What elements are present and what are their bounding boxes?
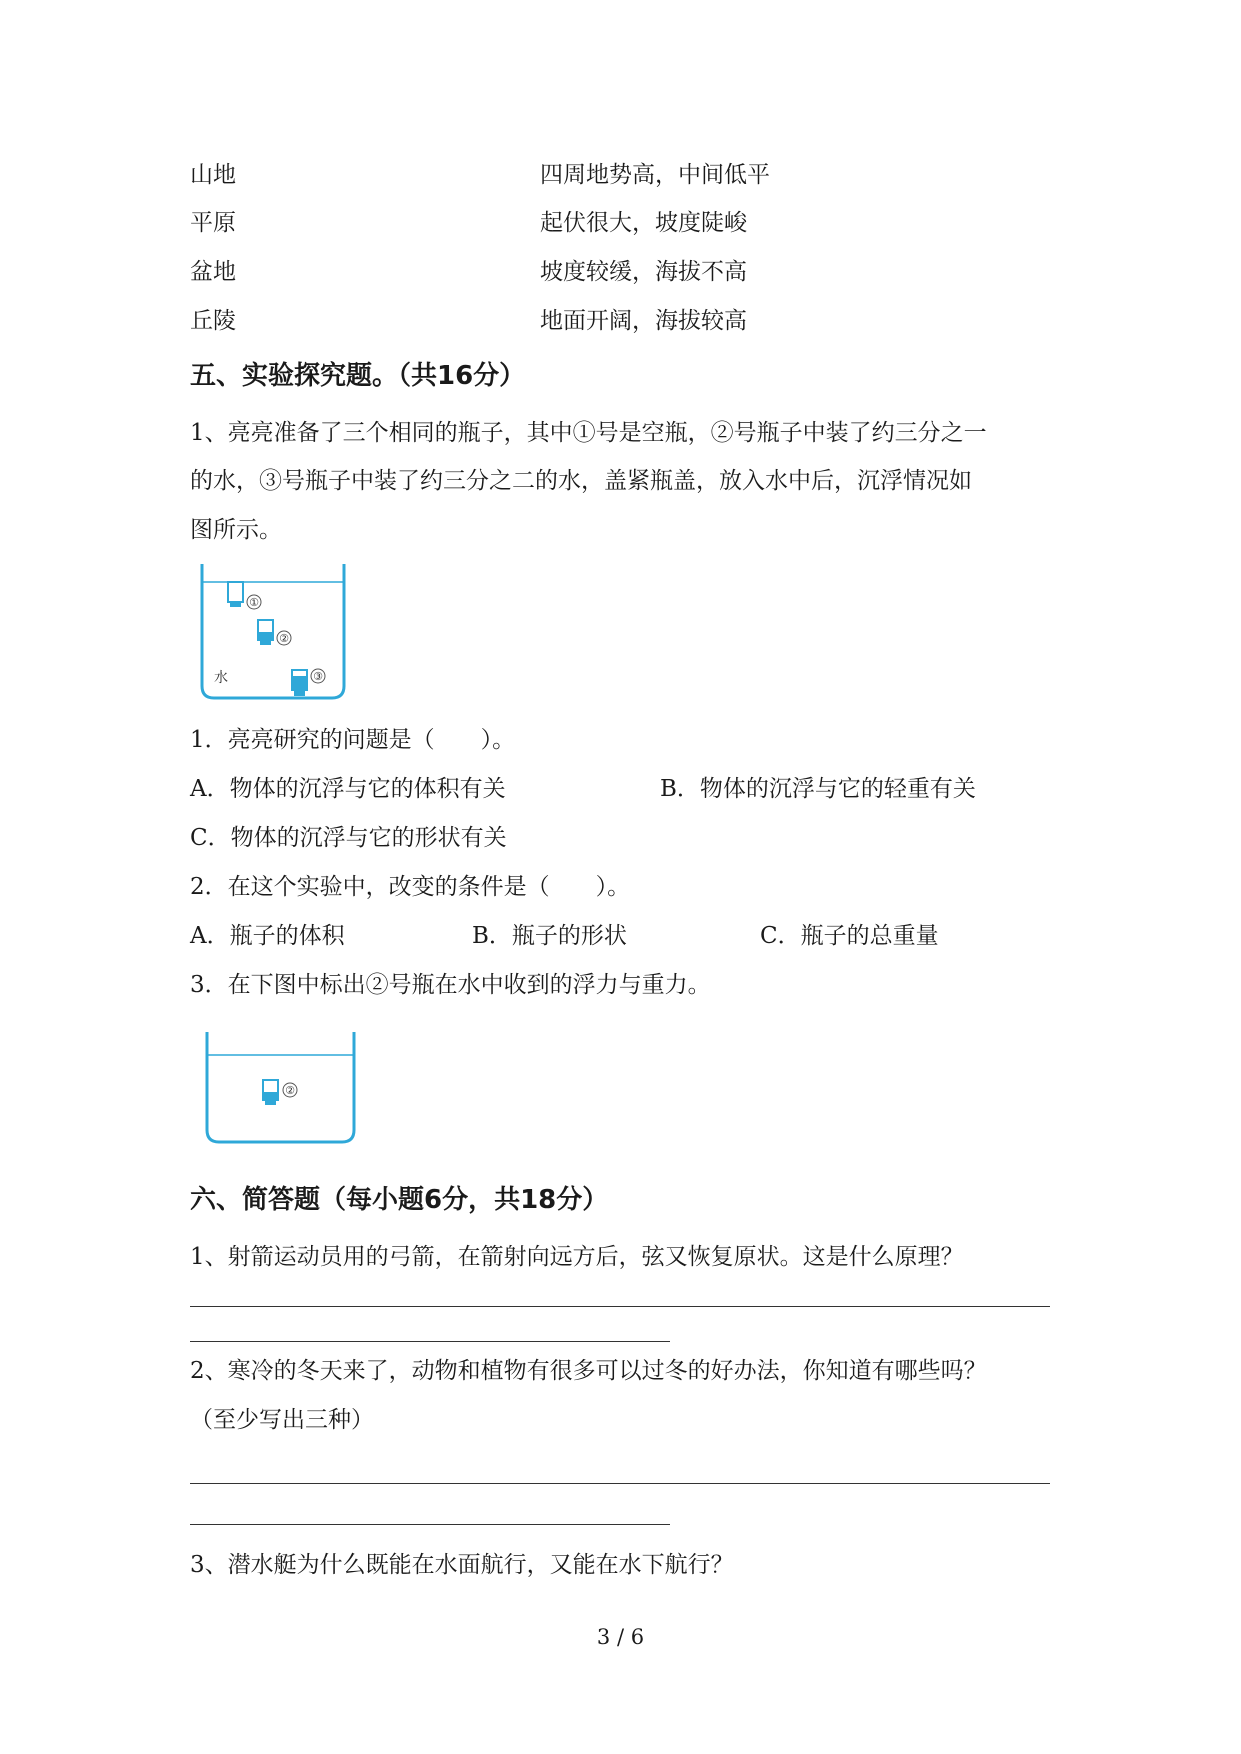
s6-q2-line1: 2、寒冷的冬天来了，动物和植物有很多可以过冬的好办法，你知道有哪些吗？ — [190, 1358, 987, 1384]
match-right-2: 起伏很大，坡度陡峻 — [540, 210, 747, 236]
answer-line[interactable] — [190, 1524, 670, 1525]
s6-q3: 3、潜水艇为什么既能在水面航行，又能在水下航行？ — [190, 1552, 734, 1578]
s5-q1-line2: 的水，③号瓶子中装了约三分之二的水，盖紧瓶盖，放入水中后，沉浮情况如 — [190, 468, 972, 494]
section6-title: 六、简答题（每小题6分，共18分） — [190, 1185, 609, 1215]
s5-sub2-question: 2．在这个实验中，改变的条件是（ ）。 — [190, 874, 631, 900]
match-left-2: 平原 — [190, 210, 236, 236]
page-number: 3 / 6 — [596, 1625, 645, 1649]
match-right-3: 坡度较缓，海拔不高 — [540, 259, 747, 285]
bottle-2-label: ② — [279, 632, 289, 645]
container-outline — [207, 1032, 354, 1142]
figure-three-bottles — [198, 562, 348, 702]
bottle-2-icon — [263, 1080, 278, 1105]
match-left-4: 丘陵 — [190, 308, 236, 334]
s5-sub1-option-c: C．物体的沉浮与它的形状有关 — [190, 825, 507, 851]
s5-q1-line3: 图所示。 — [190, 517, 282, 543]
bottle-2-icon — [258, 620, 273, 645]
s5-sub1-option-a: A．物体的沉浮与它的体积有关 — [190, 776, 506, 802]
section5-title: 五、实验探究题。（共16分） — [190, 361, 526, 391]
s5-sub1-question: 1．亮亮研究的问题是（ ）。 — [190, 727, 516, 753]
answer-line[interactable] — [190, 1341, 670, 1342]
match-right-4: 地面开阔，海拔较高 — [540, 308, 747, 334]
s5-sub2-option-b: B．瓶子的形状 — [472, 923, 627, 949]
s5-sub3-question: 3．在下图中标出②号瓶在水中收到的浮力与重力。 — [190, 972, 711, 998]
match-left-3: 盆地 — [190, 259, 236, 285]
water-label: 水 — [214, 670, 228, 686]
s5-q1-line1: 1、亮亮准备了三个相同的瓶子，其中①号是空瓶，②号瓶子中装了约三分之一 — [190, 420, 987, 446]
bottle-2-label: ② — [285, 1084, 295, 1097]
s6-q2-line2: （至少写出三种） — [190, 1407, 374, 1433]
s6-q1: 1、射箭运动员用的弓箭，在箭射向远方后，弦又恢复原状。这是什么原理？ — [190, 1244, 964, 1270]
match-right-1: 四周地势高，中间低平 — [540, 162, 770, 188]
s5-sub2-option-a: A．瓶子的体积 — [190, 923, 345, 949]
s5-sub2-option-c: C．瓶子的总重量 — [760, 923, 939, 949]
figure-bottle-2 — [203, 1030, 358, 1145]
answer-line[interactable] — [190, 1483, 1050, 1484]
bottle-1-icon — [228, 582, 243, 607]
s5-sub1-option-b: B．物体的沉浮与它的轻重有关 — [660, 776, 976, 802]
answer-line[interactable] — [190, 1306, 1050, 1307]
match-left-1: 山地 — [190, 162, 236, 188]
bottle-1-label: ① — [249, 596, 259, 609]
bottle-3-icon — [292, 670, 307, 696]
bottle-3-label: ③ — [313, 670, 323, 683]
